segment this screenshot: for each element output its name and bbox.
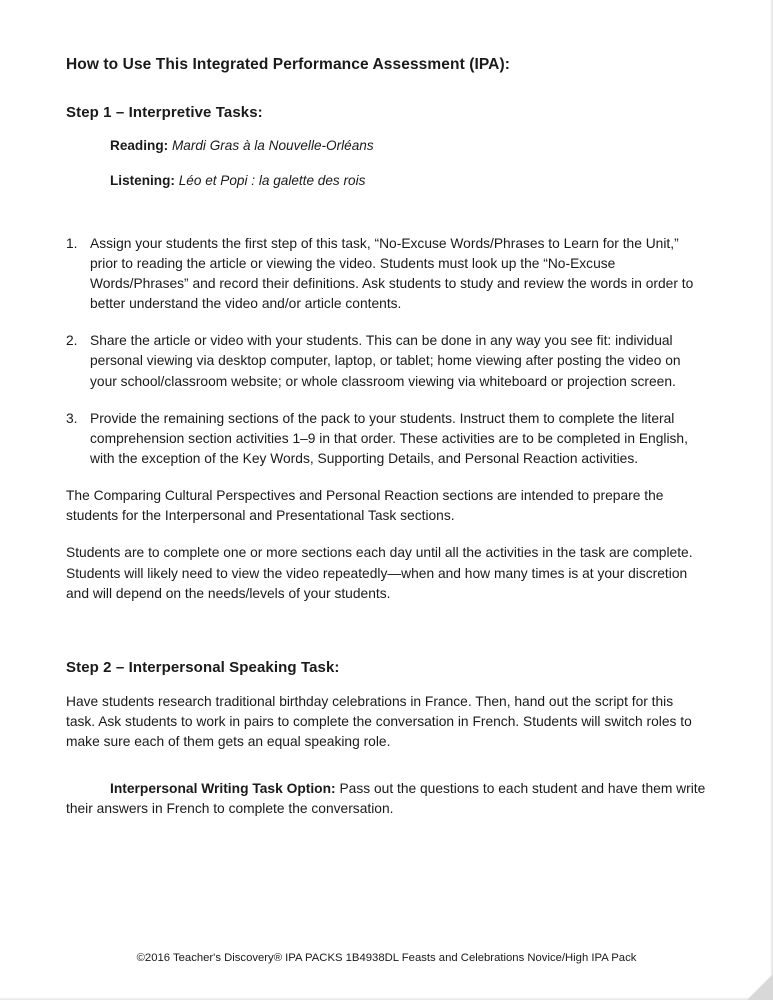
listening-label: Listening: bbox=[110, 173, 175, 189]
page-footer: ©2016 Teacher's Discovery® IPA PACKS 1B4938DL Feasts and Celebrations Novice/High IPA Pack bbox=[136, 952, 637, 964]
document-content bbox=[66, 56, 706, 837]
list-item-text: Share the article or video with your students. This can be done in any way you see fit: individual personal viewing via desktop computer, laptop, or tablet; home viewing after posting the video on your school/classroom website; or whole classroom viewing via whiteboard or projection screen. bbox=[90, 333, 681, 389]
listening-line bbox=[66, 172, 706, 190]
comparing-perspectives-paragraph: The Comparing Cultural Perspectives and Personal Reaction sections are intended to prepare the students for the Interpersonal and Presentational Task sections. bbox=[66, 488, 664, 524]
page-corner-fold bbox=[747, 974, 773, 1000]
writing-task-option-paragraph bbox=[66, 779, 706, 819]
list-item-number: 2. bbox=[66, 333, 78, 349]
listening-value: Léo et Popi : la galette des rois bbox=[178, 173, 366, 189]
step-2-heading: Step 2 – Interpersonal Speaking Task: bbox=[66, 658, 340, 676]
reading-value: Mardi Gras à la Nouvelle-Orléans bbox=[171, 138, 374, 153]
page-title: How to Use This Integrated Performance Assessment (IPA): bbox=[66, 56, 511, 73]
list-item-number: 1. bbox=[66, 235, 78, 251]
list-item bbox=[66, 409, 706, 469]
list-item bbox=[66, 234, 706, 315]
reading-line bbox=[66, 137, 706, 155]
list-item-text: Assign your students the first step of this task, “No-Excuse Words/Phrases to Learn for the Unit,” prior to reading the article or viewing the video. Students must look up the “No-Excuse Words/Phrases” and record their definitions. Ask students to study and review the words in order to better understand the video and/or article contents. bbox=[90, 235, 694, 312]
list-item-text: Provide the remaining sections of the pack to your students. Instruct them to complete the literal comprehension section activities 1–9 in that order. These activities are to be completed in English, with the exception of the Key Words, Supporting Details, and Personal Reaction activities. bbox=[90, 410, 688, 466]
step-1-instruction-list bbox=[66, 234, 706, 469]
spacer bbox=[66, 621, 706, 659]
step-2-main-paragraph: Have students research traditional birthday celebrations in France. Then, hand out the script for this task. Ask students to work in pairs to complete the conversation in French. Students will switch roles to make sure each of them gets an equal speaking role. bbox=[66, 693, 692, 750]
reading-label: Reading: bbox=[110, 138, 169, 153]
spacer bbox=[66, 769, 706, 779]
step-1-heading: Step 1 – Interpretive Tasks: bbox=[66, 104, 263, 121]
writing-task-option-label: Interpersonal Writing Task Option: bbox=[110, 781, 336, 797]
writing-task-option-text: Pass out the questions to each student and have them write their answers in French to complete the conversation. bbox=[66, 781, 706, 817]
list-item bbox=[66, 331, 706, 391]
pacing-paragraph: Students are to complete one or more sections each day until all the activities in the task are complete. Students will likely need to view the video repeatedly—when and how many times is at your discretion and will depend on the needs/levels of your students. bbox=[66, 545, 693, 601]
spacer bbox=[66, 208, 706, 234]
list-item-number: 3. bbox=[66, 410, 78, 426]
